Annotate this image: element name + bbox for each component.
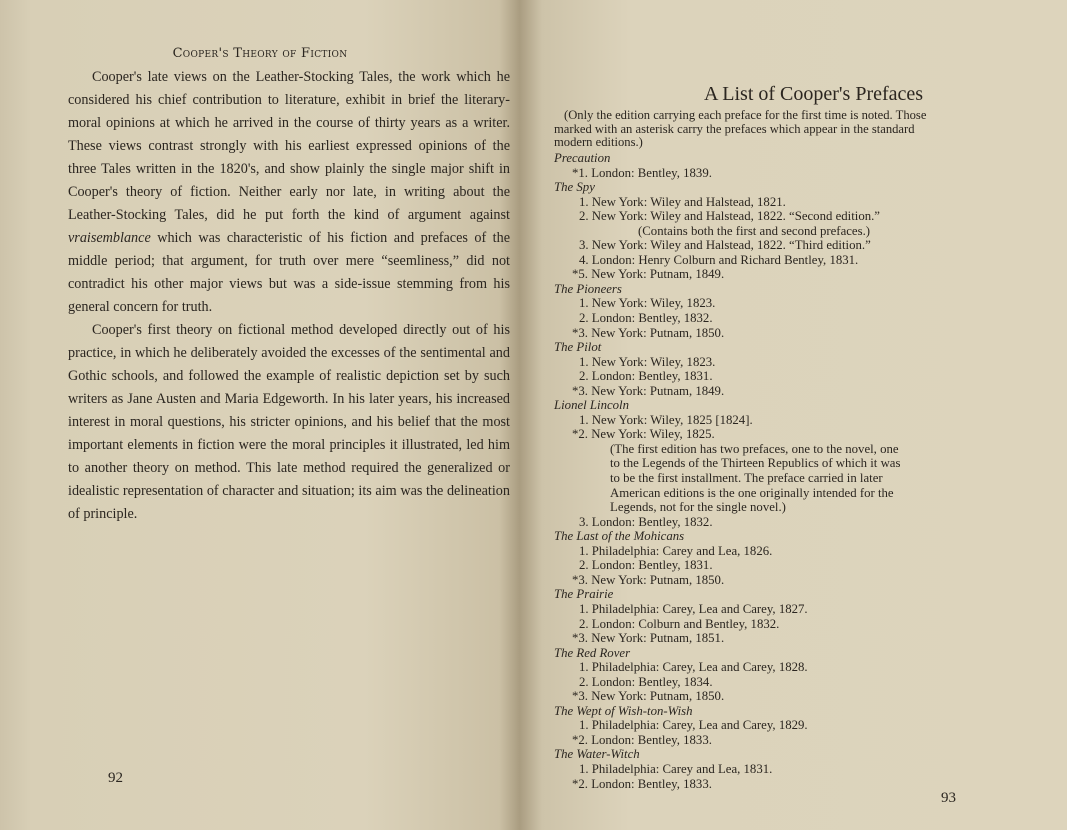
edition-entry: *3. New York: Putnam, 1850. — [572, 689, 725, 704]
edition-entry: 1. Philadelphia: Carey, Lea and Carey, 1828. — [579, 660, 808, 675]
edition-entry: 1. Philadelphia: Carey and Lea, 1831. — [579, 761, 773, 776]
page-number: 93 — [941, 790, 956, 806]
edition-entry: 2. London: Bentley, 1834. — [579, 674, 713, 689]
edition-note: to the Legends of the Thirteen Republics of which it was — [610, 456, 901, 471]
edition-entry: 1. New York: Wiley, 1825 [1824]. — [579, 412, 753, 427]
novel-title: Precaution — [554, 151, 611, 165]
edition-entry: *2. London: Bentley, 1833. — [572, 732, 712, 747]
edition-entry: 2. London: Bentley, 1831. — [579, 369, 713, 384]
novel-title: The Wept of Wish-ton-Wish — [554, 703, 693, 718]
edition-entry: *3. New York: Putnam, 1849. — [572, 383, 725, 398]
edition-entry: 1. New York: Wiley, 1823. — [579, 354, 716, 369]
page-number: 92 — [108, 770, 123, 786]
paragraph — [68, 66, 510, 319]
edition-entry: 3. New York: Wiley and Halstead, 1822. “Third edition.” — [579, 238, 871, 253]
edition-entry: *2. London: Bentley, 1833. — [572, 776, 712, 791]
intro-line: (Only the edition carrying each preface for the first time is noted. Those — [564, 108, 927, 122]
novel-title: The Water-Witch — [554, 747, 640, 762]
edition-entry: *1. London: Bentley, 1839. — [572, 165, 712, 180]
intro-note — [554, 109, 1000, 150]
intro-line: modern editions.) — [554, 135, 643, 150]
novel-title: The Last of the Mohicans — [554, 529, 685, 544]
italic-term: vraisemblance — [68, 230, 151, 246]
edition-note: American editions is the one originally intended for the — [610, 485, 894, 500]
edition-entry: 1. Philadelphia: Carey and Lea, 1826. — [579, 543, 773, 558]
edition-entry: *3. New York: Putnam, 1850. — [572, 572, 725, 587]
edition-entry: 1. New York: Wiley, 1823. — [579, 296, 716, 311]
running-head: Cooper's Theory of Fiction — [172, 46, 348, 61]
paragraph — [68, 319, 510, 526]
edition-note: (Contains both the first and second prefaces.) — [638, 223, 871, 238]
edition-entry: *5. New York: Putnam, 1849. — [572, 267, 725, 282]
right-page — [520, 0, 1067, 830]
edition-entry: 4. London: Henry Colburn and Richard Bentley, 1831. — [579, 252, 859, 267]
body-text — [68, 66, 510, 526]
edition-entry: 2. London: Colburn and Bentley, 1832. — [579, 616, 780, 631]
edition-entry: 1. New York: Wiley and Halstead, 1821. — [579, 194, 786, 209]
edition-note: (The first edition has two prefaces, one to the novel, one — [610, 441, 899, 456]
text-run: Cooper's first theory on fictional method developed directly out of his practice, in which he deliberately avoided the excesses of the sentimental and Gothic schools, and followed the example of realistic depiction set by such writers as Jane Austen and Maria Edgeworth. In his later years, his increased interest in moral questions, his stricter opinions, and his belief that the most important elements in fiction were the moral principles it illustrated, led him to another theory on method. This late method required the generalized or idealistic representation of character and situation; its aim was the delineation of principle. — [68, 322, 510, 522]
edition-entry: 2. London: Bentley, 1831. — [579, 558, 713, 573]
page-title: A List of Cooper's Prefaces — [703, 83, 924, 105]
novel-title: The Pilot — [554, 340, 602, 355]
edition-entry: *3. New York: Putnam, 1850. — [572, 325, 725, 340]
novel-title: The Red Rover — [554, 645, 631, 660]
text-run: which was characteristic of his fiction and prefaces of the middle period; that argument, for truth over mere “seemliness,” did not contradict his other major views but was a side-issue stemming from his general concern for truth. — [68, 230, 510, 315]
edition-entry: 2. New York: Wiley and Halstead, 1822. “Second edition.” — [579, 209, 880, 224]
edition-entry: 2. London: Bentley, 1832. — [579, 311, 713, 326]
edition-note: to be the first installment. The preface carried in later — [610, 471, 883, 486]
edition-entry: 1. Philadelphia: Carey, Lea and Carey, 1829. — [579, 718, 808, 733]
novel-title: The Pioneers — [554, 281, 622, 296]
edition-entry: *3. New York: Putnam, 1851. — [572, 631, 725, 646]
edition-entry: *2. New York: Wiley, 1825. — [572, 427, 715, 442]
edition-entry: 3. London: Bentley, 1832. — [579, 514, 713, 529]
left-page — [0, 0, 520, 830]
text-run: Cooper's late views on the Leather-Stocking Tales, the work which he considered his chief contribution to literature, exhibit in brief the literary-moral opinions at which he arrived in the course of thirty years as a writer. These views contrast strongly with his earliest expressed opinions of the three Tales written in the 1820's, and show plainly the single major shift in Cooper's theory of fiction. Neither early nor late, in writing about the Leather-Stocking Tales, did he put forth the kind of argument against — [68, 69, 510, 223]
intro-line: marked with an asterisk carry the prefaces which appear in the standard — [554, 121, 915, 136]
edition-note: Legends, not for the single novel.) — [610, 500, 786, 515]
edition-entry: 1. Philadelphia: Carey, Lea and Carey, 1827. — [579, 601, 808, 616]
novel-title: The Spy — [554, 180, 595, 195]
novel-title: Lionel Lincoln — [554, 398, 630, 413]
novel-title: The Prairie — [554, 587, 614, 602]
prefaces-list — [554, 151, 1000, 791]
